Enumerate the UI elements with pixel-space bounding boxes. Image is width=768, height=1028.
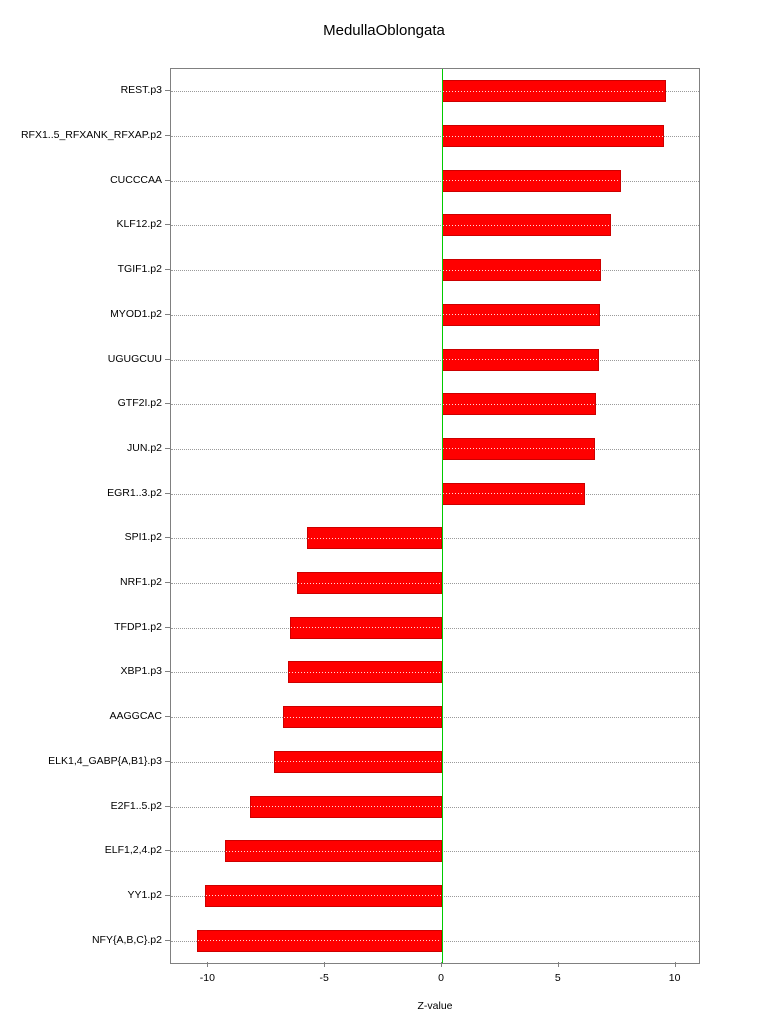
chart-title: MedullaOblongata <box>323 22 445 39</box>
gridline <box>171 360 699 361</box>
y-axis-tick <box>165 493 170 494</box>
bar <box>442 125 664 147</box>
plot-area <box>170 68 700 964</box>
x-axis-tick <box>675 962 676 967</box>
y-axis-tick-label: REST.p3 <box>120 84 162 97</box>
y-axis-tick-label: XBP1.p3 <box>120 665 162 678</box>
y-axis-tick-label: TGIF1.p2 <box>117 263 162 276</box>
y-axis-tick <box>165 135 170 136</box>
bar <box>307 527 443 549</box>
y-axis-tick-label: RFX1..5_RFXANK_RFXAP.p2 <box>20 129 162 142</box>
y-axis-tick-label: TFDP1.p2 <box>114 620 162 633</box>
y-axis-tick <box>165 761 170 762</box>
y-axis-tick-label: NFY{A,B,C}.p2 <box>91 933 162 946</box>
y-axis-tick-label: SPI1.p2 <box>124 531 162 544</box>
y-axis-tick-label: NRF1.p2 <box>119 576 162 589</box>
bar <box>442 80 666 102</box>
y-axis-tick <box>165 806 170 807</box>
gridline <box>171 449 699 450</box>
y-axis-tick <box>165 180 170 181</box>
y-axis-tick-label: E2F1..5.p2 <box>110 799 162 812</box>
y-axis-tick-label: ELK1,4_GABP{A,B1}.p3 <box>48 754 162 767</box>
bar <box>442 304 600 326</box>
y-axis-tick-label: EGR1..3.p2 <box>107 486 162 499</box>
y-axis-tick-label: YY1.p2 <box>127 888 162 901</box>
x-axis-tick <box>558 962 559 967</box>
gridline <box>171 404 699 405</box>
y-axis-tick <box>165 895 170 896</box>
y-axis-tick <box>165 537 170 538</box>
y-axis-tick <box>165 940 170 941</box>
bar <box>442 438 595 460</box>
x-axis-tick <box>441 962 442 967</box>
bar <box>442 393 596 415</box>
y-axis-tick <box>165 224 170 225</box>
y-axis-tick <box>165 582 170 583</box>
x-axis-tick-label: 5 <box>554 972 561 984</box>
x-axis-tick <box>324 962 325 967</box>
bar <box>205 885 442 907</box>
x-axis-title: Z-value <box>417 1000 453 1012</box>
y-axis-tick <box>165 403 170 404</box>
gridline <box>171 225 699 226</box>
bar <box>297 572 442 594</box>
y-axis-tick <box>165 850 170 851</box>
gridline <box>171 494 699 495</box>
bar <box>250 796 442 818</box>
y-axis-tick-label: CUCCCAA <box>110 173 162 186</box>
x-axis-tick-label: 10 <box>668 972 681 984</box>
bar <box>288 661 442 683</box>
y-axis-tick <box>165 627 170 628</box>
y-axis-tick <box>165 671 170 672</box>
y-axis-tick <box>165 269 170 270</box>
x-axis-tick <box>207 962 208 967</box>
x-axis-tick-label: -5 <box>319 972 329 984</box>
y-axis-tick-label: GTF2I.p2 <box>117 397 162 410</box>
x-axis-tick-label: 0 <box>438 972 444 984</box>
y-axis-tick-label: MYOD1.p2 <box>110 307 162 320</box>
bar <box>442 483 585 505</box>
y-axis-tick-label: AAGGCAC <box>109 710 162 723</box>
y-axis-tick <box>165 90 170 91</box>
gridline <box>171 270 699 271</box>
y-axis-tick-label: JUN.p2 <box>126 441 162 454</box>
y-axis-tick <box>165 359 170 360</box>
bar <box>225 840 442 862</box>
y-axis-tick <box>165 716 170 717</box>
bar <box>197 930 442 952</box>
bar <box>290 617 442 639</box>
y-axis-tick-label: KLF12.p2 <box>116 218 162 231</box>
bar <box>442 170 621 192</box>
y-axis-tick <box>165 448 170 449</box>
y-axis-tick <box>165 314 170 315</box>
y-axis-tick-label: UGUGCUU <box>107 352 162 365</box>
zero-reference-line <box>442 69 443 963</box>
gridline <box>171 315 699 316</box>
bar <box>442 259 601 281</box>
bar <box>442 214 611 236</box>
bar <box>442 349 599 371</box>
bar <box>283 706 442 728</box>
x-axis-tick-label: -10 <box>199 972 215 984</box>
y-axis-tick-label: ELF1,2,4.p2 <box>104 844 162 857</box>
bar <box>274 751 442 773</box>
